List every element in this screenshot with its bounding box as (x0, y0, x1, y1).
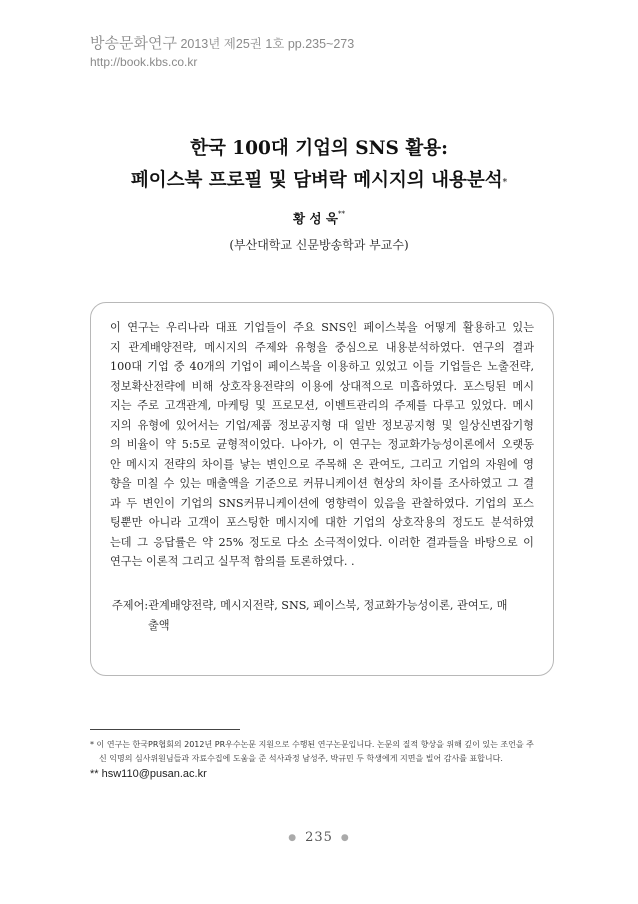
abstract-line: 팅뿐만 아니라 고객이 포스팅한 메시지에 대한 기업의 상호작용의 정도도 분석하였 (110, 516, 534, 529)
abstract-line: 는데 그 응답률은 약 25% 정도로 다소 소극적이었다. 이러한 결과들을 바탕으로 이 (110, 535, 534, 549)
page-number-text: 235 (305, 830, 333, 845)
keywords (112, 596, 536, 636)
author-email[interactable]: hsw110@pusan.ac.kr (101, 768, 207, 780)
abstract-line: 의 비율이 약 5:5로 균형적이었다. 나아가, 이 연구는 정교화가능성이론에서 오랫동 (110, 438, 534, 451)
abstract-line: 지의 유형에 있어서는 기업/제품 정보공지형 대 일반 정보공지형 및 일상신변잡기형 (110, 418, 534, 432)
footnote-1 (90, 738, 550, 752)
author-footnote-marker: ** (337, 209, 345, 218)
abstract-line: 연구는 이론적 그리고 실무적 함의를 토론하였다. . (110, 555, 355, 568)
author-affiliation: (부산대학교 신문방송학과 부교수) (229, 238, 409, 252)
journal-info (90, 36, 354, 52)
page-number (0, 830, 638, 845)
abstract-line: 안 메시지 전략의 차이를 낳는 변인으로 주목해 온 관여도, 그리고 기업의 자원에 영 (110, 457, 534, 471)
journal-name: 방송문화연구 (90, 35, 177, 52)
page-bullet-right: ● (340, 833, 350, 843)
footnote-1-line-1: 이 연구는 한국PR협회의 2012년 PR우수논문 지원으로 수행된 연구논문입니다. 논문의 질적 향상을 위해 깊이 있는 조언을 주 (96, 740, 534, 749)
abstract-line: 지는 주로 고객관계, 마케팅 및 프로모션, 이벤트관리의 주제를 다루고 있었다. 메시 (110, 399, 534, 412)
title-line-1-text: 한국 100대 기업의 SNS 활용: (190, 138, 448, 159)
title-line-1 (0, 133, 638, 165)
paper-title (0, 133, 638, 197)
footnote-1-marker: * (90, 740, 94, 749)
title-footnote-marker: * (502, 178, 508, 188)
footnotes (90, 738, 550, 782)
footnote-2 (90, 766, 550, 782)
keywords-line-1: 관계배양전략, 메시지전략, SNS, 페이스북, 정교화가능성이론, 관여도, 매 (148, 599, 508, 612)
abstract-text (110, 318, 534, 572)
footnote-divider (90, 729, 240, 730)
footnote-2-marker: ** (90, 768, 99, 780)
title-line-2-text: 페이스북 프로필 및 담벼락 메시지의 내용분석 (130, 170, 503, 191)
abstract-line: 정보확산전략에 비해 상호작용전략의 이용에 상대적으로 미흡하였다. 포스팅된 메시 (110, 379, 534, 393)
abstract-line: 과 두 변인이 기업의 SNS커뮤니케이션에 영향력이 있음을 관찰하였다. 기업의 포스 (110, 496, 534, 510)
abstract-line: 이 연구는 우리나라 대표 기업들이 주요 SNS인 페이스북을 어떻게 활용하고 있는 (110, 321, 534, 334)
abstract-line: 향을 미칠 수 있는 매출액을 기준으로 커뮤니케이션 현상의 차이를 조사하였고 그 결 (110, 477, 534, 490)
author-name-text: 황 성 욱 (293, 211, 338, 226)
page-bullet-left: ● (288, 833, 298, 843)
keywords-row (112, 596, 536, 616)
issue-info: 2013년 제25권 1호 pp.235~273 (180, 37, 355, 51)
running-header (90, 36, 354, 70)
journal-url[interactable]: http://book.kbs.co.kr (90, 55, 198, 69)
keywords-line-2: 출액 (148, 619, 170, 632)
author-name (0, 209, 638, 227)
title-line-2 (0, 165, 638, 197)
abstract-line: 100대 기업 중 40개의 기업이 페이스북을 이용하고 있었고 이들 기업들은 노출전략, (110, 360, 534, 373)
keywords-label: 주제어: (112, 599, 149, 612)
abstract-line: 지 관계배양전략, 메시지의 주제와 유형을 중심으로 내용분석하였다. 연구의 결과 (110, 340, 534, 354)
footnote-1-continued (90, 752, 550, 766)
footnote-1-line-2: 신 익명의 심사위원님들과 자료수집에 도움을 준 석사과정 남성주, 박규민 두 학생에게 지면을 빌어 감사를 표합니다. (99, 754, 503, 763)
